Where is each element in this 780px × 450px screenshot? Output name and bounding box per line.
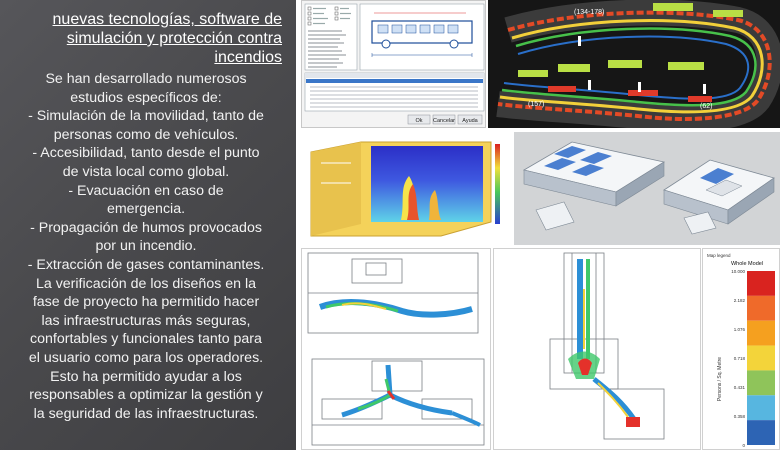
legend-band [747, 420, 775, 445]
body-line: - Extracción de gases contaminantes. [27, 256, 265, 273]
section-title: nuevas tecnologías, software de simulación y protección contra incendios [52, 11, 282, 66]
legend-tick-label: 0.431 [733, 385, 745, 390]
legend-tick-label: 0.358 [733, 414, 745, 419]
legend-band [747, 321, 775, 346]
body-line: confortables y funcionales tanto para [30, 331, 262, 348]
map-label: (157) [528, 101, 545, 108]
legend-band [747, 296, 775, 321]
body-line: las infraestructuras más seguras, [41, 312, 251, 329]
density-legend [702, 248, 780, 450]
body-line: - Simulación de la movilidad, tanto de [28, 108, 264, 125]
help-button: Ayuda [462, 118, 478, 124]
legend-band [747, 271, 775, 296]
legend-tick-label: 0.718 [733, 356, 745, 361]
cancel-button: Cancelar [432, 118, 456, 124]
map-label: (134-178) [574, 9, 605, 16]
body-line: La verificación de los diseños en la [35, 275, 257, 292]
legend-tick-label: 1.076 [733, 327, 745, 332]
density-floorplan-1 [301, 248, 491, 450]
legend-color-bands [747, 271, 775, 445]
station-3d-model-image [514, 132, 780, 245]
body-line: la seguridad de las infraestructuras. [33, 405, 259, 422]
legend-tick-label: 0 [742, 443, 745, 448]
body-line: el usuario como para los operadores. [28, 349, 264, 366]
body-line: estudios específicos de: [70, 89, 222, 106]
body-line: Se han desarrollado numerosos [45, 71, 247, 87]
body-line: emergencia. [106, 201, 186, 218]
body-line: por un incendio. [95, 238, 197, 255]
body-line: responsables a optimizar la gestión y [29, 387, 263, 404]
text-panel [0, 0, 296, 450]
body-line: fase de proyecto ha permitido hacer [32, 294, 260, 311]
legend-band [747, 346, 775, 371]
legend-title: Whole Model [730, 261, 764, 267]
mobility-map-image [488, 0, 780, 128]
body-line: de vista local como global. [62, 163, 230, 180]
body-line: - Evacuación en caso de [68, 182, 224, 199]
smoke-simulation-image [301, 132, 511, 245]
body-line: Esto ha permitido ayudar a los [50, 368, 242, 385]
legend-header: Map legend [707, 253, 731, 258]
map-label: (62) [700, 103, 713, 110]
body-line: personas como de vehículos. [53, 126, 239, 143]
legend-tick-labels [731, 269, 745, 448]
body-line: - Propagación de humos provocados [30, 219, 262, 236]
legend-band [747, 370, 775, 395]
body-line: - Accesibilidad, tanto desde el punto [32, 145, 260, 162]
legend-band [747, 395, 775, 420]
legend-axis-label: Persons / Sq. Metre [717, 356, 723, 402]
ok-button: Ok [415, 118, 423, 124]
vehicle-software-screenshot [301, 0, 486, 128]
legend-tick-label: 2.182 [733, 298, 745, 303]
legend-tick-label: 10.000 [731, 269, 745, 274]
body-text [10, 70, 282, 423]
density-floorplan-2 [493, 248, 701, 450]
